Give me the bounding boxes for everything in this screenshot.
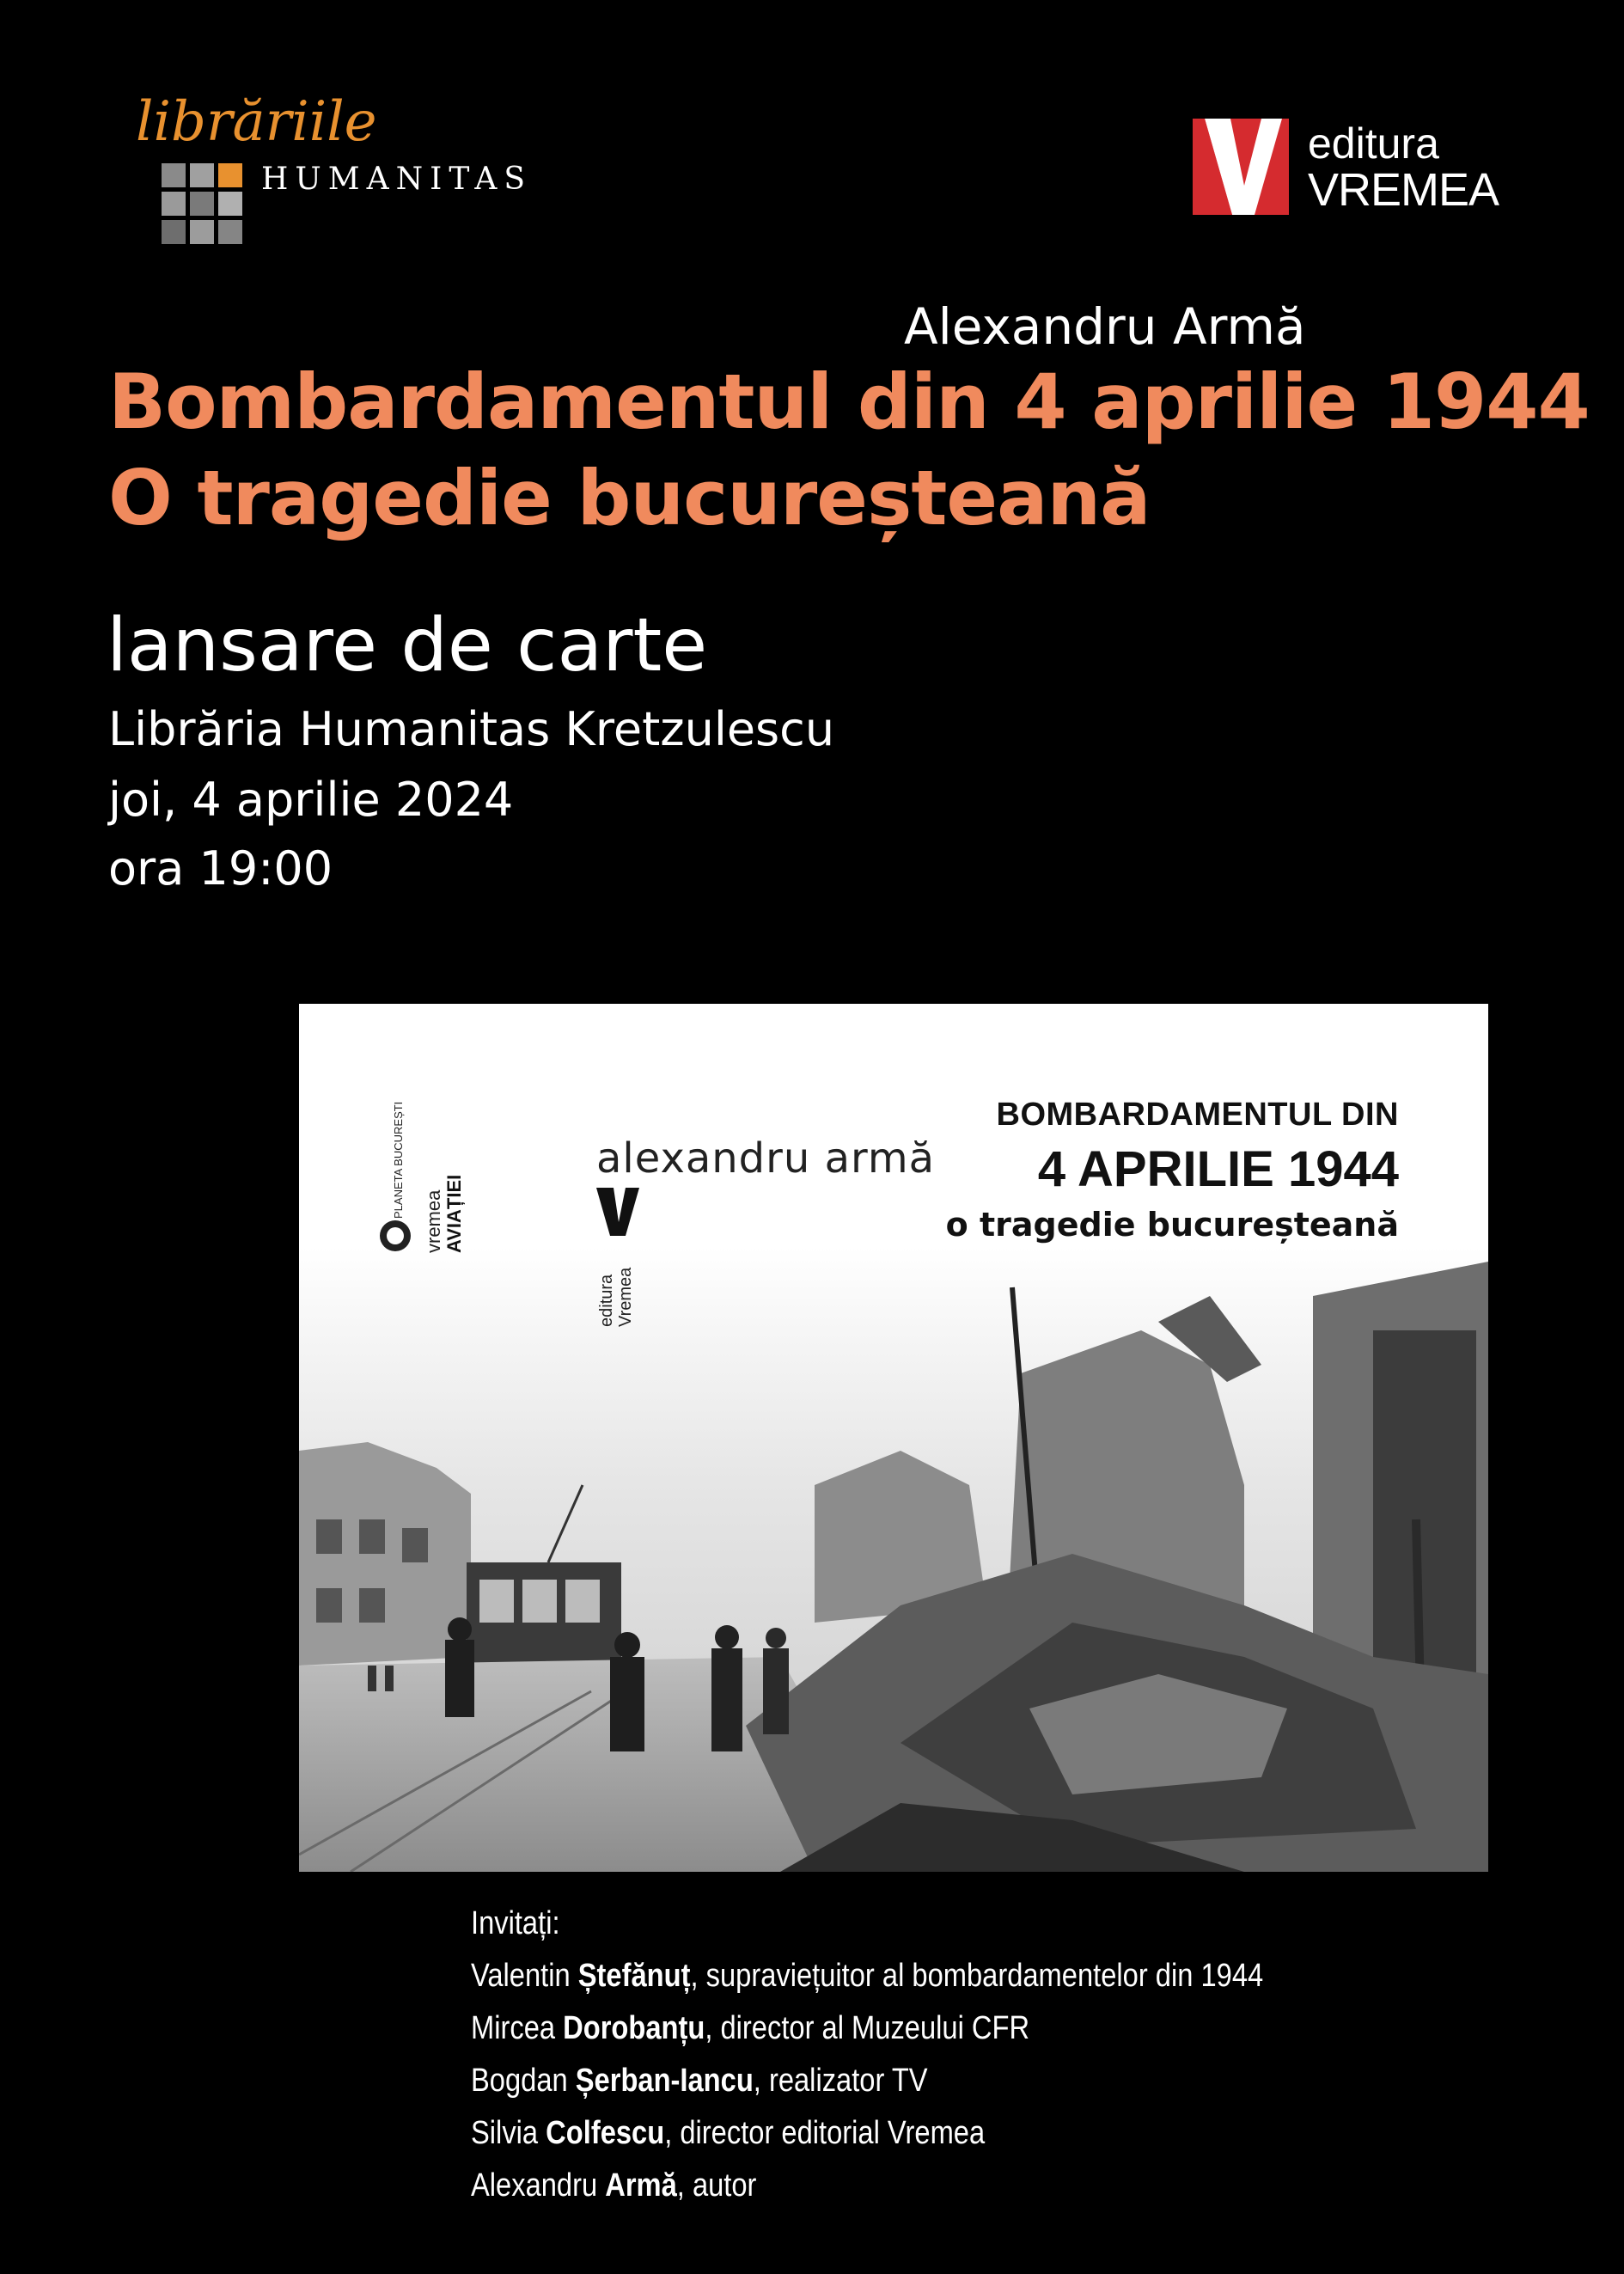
- event-venue: Librăria Humanitas Kretzulescu: [108, 702, 835, 756]
- humanitas-squares-icon: [162, 163, 244, 246]
- guest-list: [471, 1898, 1263, 2212]
- guest-item: Bogdan Șerban-Iancu, realizator TV: [471, 2063, 928, 2099]
- vremea-v-icon: [1193, 119, 1289, 215]
- guests-heading: Invitați:: [471, 1905, 560, 1941]
- vremea-name-word: VREMEA: [1308, 164, 1499, 216]
- cover-subtitle: o tragedie bucureșteană: [945, 1206, 1399, 1244]
- vremea-aviatiei-logo: [406, 1064, 474, 1262]
- guest-item: Alexandru Armă, autor: [471, 2167, 757, 2204]
- guest-item: Mircea Dorobanțu, director al Muzeului CFR: [471, 2010, 1030, 2046]
- cover-publisher-vremea-text: Vremea: [616, 1267, 635, 1327]
- author-name: Alexandru Armă: [904, 297, 1306, 356]
- librariile-humanitas-logo: [136, 90, 565, 249]
- event-type: lansare de carte: [107, 602, 708, 688]
- cover-publisher-editura-text: editura: [597, 1274, 616, 1327]
- event-date: joi, 4 aprilie 2024: [108, 773, 514, 827]
- guest-item: Silvia Colfescu, director editorial Vremea: [471, 2115, 986, 2151]
- editura-vremea-logo: [1193, 119, 1499, 222]
- book-cover: [299, 1004, 1488, 1872]
- book-title-line-1: Bombardamentul din 4 aprilie 1944: [108, 358, 1590, 446]
- book-title-line-2: O tragedie bucureșteană: [108, 454, 1151, 542]
- guest-item: Valentin Ștefănuț, supraviețuitor al bombardamentelor din 1944: [471, 1958, 1264, 1994]
- humanitas-script-text: librăriile: [136, 90, 377, 154]
- cover-author: alexandru armă: [596, 1134, 936, 1183]
- cover-title-line-1: BOMBARDAMENTUL DIN: [996, 1097, 1399, 1133]
- cover-series-vremea-text: vremea: [423, 1189, 444, 1253]
- cover-vremea-logo-icon: [591, 1188, 643, 1334]
- event-time: ora 19:00: [108, 841, 333, 896]
- humanitas-name: HUMANITAS: [261, 162, 533, 197]
- cover-title-line-2: 4 APRILIE 1944: [1037, 1141, 1399, 1197]
- vremea-editura-word: editura: [1308, 119, 1439, 168]
- cover-series-aviatiei-text: AVIAȚIEI: [443, 1174, 465, 1253]
- cover-series-planeta-text: PLANETA BUCUREȘTI: [392, 1101, 405, 1219]
